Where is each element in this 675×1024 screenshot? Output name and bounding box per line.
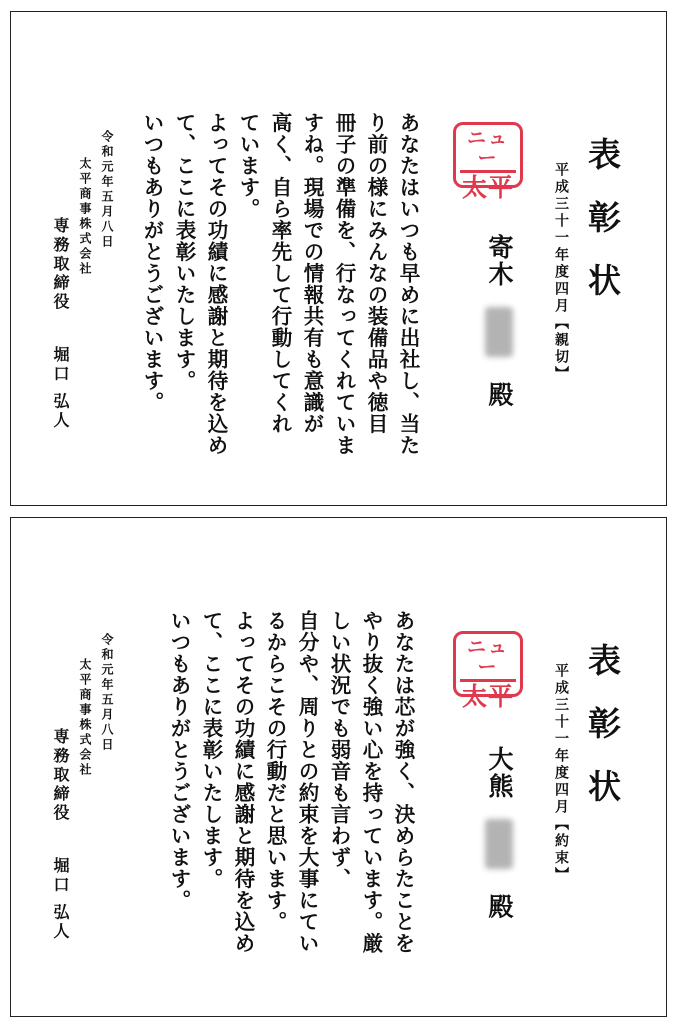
signer-title: 専務取締役 — [51, 217, 70, 312]
body-line: すね。現場での情報共有も意識が — [300, 112, 324, 435]
seal-top-text: ニュー — [460, 637, 516, 682]
company-name: 太平商事株式会社 — [78, 157, 92, 277]
certificate-title: 表彰状 — [583, 643, 622, 832]
body-line: 冊子の準備を、行なってくれていま — [332, 112, 356, 456]
company-seal — [453, 631, 523, 711]
certificate-1 — [10, 11, 667, 506]
company-seal — [453, 122, 523, 202]
body-line: 自分や、周りとの約束を大事にてい — [295, 610, 319, 954]
redacted-given-name — [485, 307, 513, 357]
redacted-given-name — [485, 819, 513, 869]
certificate-subtitle: 平成三十一年度四月【親切】 — [553, 162, 569, 383]
body-line: いつもありがとうございます。 — [140, 112, 164, 413]
certificate-body — [136, 112, 424, 456]
signer — [49, 217, 72, 431]
signer-name: 堀口 弘人 — [51, 857, 70, 942]
body-line: り前の様にみんなの装備品や徳目 — [364, 112, 388, 435]
body-line: しい状況でも弱音も言わず、 — [327, 610, 351, 890]
recipient-name — [481, 234, 517, 408]
body-line: 高く、自ら率先して行動してくれ — [268, 112, 292, 435]
certificate-2 — [10, 517, 667, 1017]
seal-bottom-text: 太平 — [461, 173, 514, 202]
signer-title: 専務取締役 — [51, 728, 70, 823]
body-line: いつもありがとうございます。 — [167, 610, 191, 911]
recipient-surname: 寄木 — [485, 234, 514, 288]
seal-bottom-text: 太平 — [461, 682, 514, 711]
body-line: よってその功績に感謝と期待を込め — [231, 610, 255, 954]
certificate-body — [163, 610, 419, 954]
body-line: よってその功績に感謝と期待を込め — [204, 112, 228, 456]
body-line: あなたはいつも早めに出社し、当た — [396, 112, 420, 456]
signer-name: 堀口 弘人 — [51, 346, 70, 431]
body-line: て、ここに表彰いたします。 — [172, 112, 196, 392]
award-date: 令和元年五月八日 — [100, 633, 114, 753]
recipient-name — [481, 746, 517, 920]
signer — [49, 728, 72, 942]
company-name: 太平商事株式会社 — [78, 658, 92, 778]
body-line: やり抜く強い心を持っています。厳 — [359, 610, 383, 954]
body-line: あなたは芯が強く、決めらたことを — [391, 610, 415, 954]
certificate-title: 表彰状 — [583, 137, 622, 326]
award-date: 令和元年五月八日 — [100, 130, 114, 250]
certificate-subtitle: 平成三十一年度四月【約束】 — [553, 663, 569, 884]
honorific: 殿 — [485, 893, 514, 921]
body-line: るからこその行動だと思います。 — [263, 610, 287, 933]
body-line: ています。 — [236, 112, 260, 220]
seal-top-text: ニュー — [460, 128, 516, 173]
honorific: 殿 — [485, 381, 514, 409]
recipient-surname: 大熊 — [485, 746, 514, 800]
body-line: て、ここに表彰いたします。 — [199, 610, 223, 890]
